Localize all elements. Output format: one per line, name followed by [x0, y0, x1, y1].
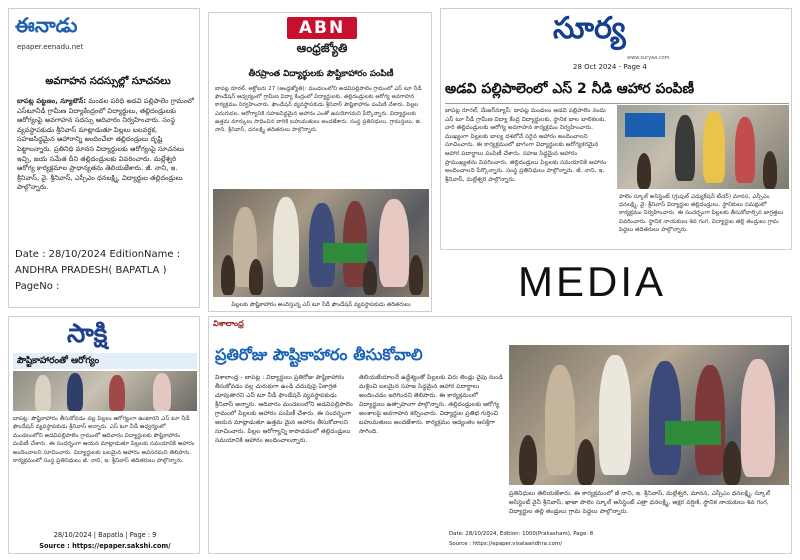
surya-site: www.suryaa.com — [627, 55, 670, 61]
sakshi-body: బాపట్ల: పౌష్టికాహారం తీసుకోవడం వల్ల పిల్లలు ఆరోగ్యంగా ఉంటారని ఎస్ టూ నీడీ ఫౌండేషన్ వ్యవస్థాపకుడు శ్రీనివాస్ అన్నారు. ఎస్ టూ నీడీ ఆధ్వర్యంలో మండలంలోని అడవిపల్లిపాలెం గ్రామంలో ఆదివారం విద్యార్థులకు పౌష్టికాహారం పంపిణీ చేశారు. ఈ సందర్భంగా ఆయన మాట్లాడుతూ పిల్లలకు సమయానికి ఆహారం అందించాలని సూచించారు. విద్యార్థులకు బలమైన ఆహారం అవసరమని తెలిపారు. కార్యక్రమంలో సంస్థ ప్రతినిధులు జీ. నాని, ఇ. శ్రీనివాస్ తదితరులు పాల్గొన్నారు. — [13, 416, 195, 465]
visalaandhra-logo: విశాలాంధ్ర — [213, 319, 244, 328]
eenadu-headline: అవగాహన సదస్సుల్లో సూచనలు — [45, 76, 171, 87]
sakshi-logo: సాక్షి — [67, 319, 108, 349]
surya-body-right: పాలెం స్కూల్ అసిస్టెంట్ (గ్రుపుల్ ఎడ్యుకేషన్ టీచర్) మానస, ఎస్సీఎం ధనలక్ష్మి, వై. శ్రీనివాస్ విద్యార్థుల తల్లిదండ్రులు, స్థానికులు సమక్షంలో కార్యక్రమం నిర్వహించారు. ఈ సందర్భంగా పిల్లలకు తీసుకోవాల్సిన జాగ్రత్తలు వివరించారు. స్థానిక నాయకులు శివ గంగ, విద్యార్థుల తల్లి తండ్రులు గ్రామ పెద్దలు తదితరులు పాల్గొన్నారు. — [619, 194, 784, 233]
sakshi-footer-source: Source : https://epaper.sakshi.com/ — [39, 542, 171, 550]
visalaandhra-footer-source: Source : https://epaper.visalaandhra.com/ — [449, 541, 563, 547]
eenadu-logo: ఈనాడు — [15, 13, 78, 37]
visalaandhra-col1: విశాలాంధ్ర - బాపట్ల : విద్యార్థులు ప్రతిరోజు పౌష్టికాహారం తీసుకోవడం వల్ల చురుకుగా ఉండి చదువుపై ఏకాగ్రత చూపుతారని ఎస్ టూ నీడీ ఫౌండేషన్ వ్యవస్థాపకుడు శ్రీనివాస్ అన్నారు. ఆదివారం మండలంలోని అడవిపల్లిపాలెం గ్రామంలో పిల్లలకు ఆహారం పంపిణీ చేశారు. ఈ సందర్భంగా ఆయన మాట్లాడుతూ ఉత్తమ మైన ఆహారం తీసుకోవాలని సూచించారు. పిల్లల ఆరోగ్యాన్ని కాపాడడంలో తల్లిదండ్రులు సమయానికి ఆహారం అందించాలన్నారు. — [215, 374, 353, 444]
abn-logo-bottom: ఆంధ్రజ్యోతి — [296, 41, 348, 55]
surya-logo: సూర్య — [553, 11, 626, 46]
surya-date: 28 Oct 2024 - Page 4 — [573, 63, 647, 71]
eenadu-site: epaper.eenadu.net — [17, 43, 84, 51]
visalaandhra-headline: ప్రతిరోజు పౌష్టికాహారం తీసుకోవాలి — [215, 345, 423, 364]
abn-logo-top: ABN — [287, 17, 357, 39]
eenadu-dateline: బాపట్ల పట్టణం, న్యూటౌన్: — [17, 97, 87, 105]
abn-logo — [287, 17, 357, 61]
eenadu-body — [17, 97, 195, 229]
visalaandhra-footer-date: Date: 28/10/2024, Edition: 1000(Prakasham), Page: 8 — [449, 531, 594, 537]
surya-body-left: బాపట్ల రూరల్, మేజర్‌న్యూస్: బాపట్ల మండలం అడవి పల్లిపాలెం నందు ఎస్ టూ నీడీ గ్రామీణ విద్యా కేంద్ర విద్యార్థులకు, స్థానిక బాల బాలికలకు, వారి తల్లిదండ్రులకు ఆరోగ్య అవగాహన కార్యక్రమం నిర్వహించారు. ముఖ్యంగా పిల్లలకు బాల్య దశలోనే సరైన ఆహారం అందించాలని సూచించారు. ఈ కార్యక్రమంలో భాగంగా విద్యార్థులకు ఆరోగ్యకరమైన ఆహార పదార్థాలు పంపిణీ చేశారు. సహజ సిద్ధమైన ఆహారం ప్రాముఖ్యతను వివరించారు. తల్లిదండ్రులు పిల్లలకు సమయానికి ఆహారం అందించాలని పేర్కొన్నారు. సంస్థ ప్రతినిధులు పాల్గొన్నారు. జీ. నాని, ఇ. శ్రీనివాస్, మల్లేశ్వరి పాల్గొన్నారు. — [445, 108, 607, 183]
abn-photo — [213, 189, 429, 297]
abn-body: బాపట్ల రూరల్, అక్టోబరు 27 (ఆంధ్రజ్యోతి): మండలంలోని అడవిపల్లిపాలెం గ్రామంలో ఎస్ టూ నీడీ ఫౌండేషన్ ఆధ్వర్యంలో గ్రామీణ విద్యా కేంద్రంలో విద్యార్థులకు, తల్లిదండ్రులకు ఆరోగ్య అవగాహన కార్యక్రమం నిర్వహించారు. ఫౌండేషన్ వ్యవస్థాపకుడు శ్రీనివాస్ పౌష్టికాహారం పంపిణీ చేశారు. పిల్లల ఎదుగుదల, ఆరోగ్యానికి సహజసిద్ధమైన ఆహారం ఎంతో ఉపయోగమని పేర్కొన్నారు. విద్యార్థులకు ఉత్తమ మార్కులు సాధించిన వారికి బహుమతులు అందజేశారు. సంస్థ ప్రతినిధులు, గ్రామస్తులు, జి. నాని, శ్రీనివాస్, ధనలక్ష్మి తదితరులు పాల్గొన్నారు. — [215, 86, 422, 134]
eenadu-edition-line: ANDHRA PRADESH( BAPATLA ) — [15, 265, 167, 276]
abn-photo-caption: పిల్లలకు పౌష్టికాహారం అందిస్తున్న ఎస్ టూ నీడీ ఫౌండేషన్ వ్యవస్థాపకుడు తదితరులు — [231, 302, 411, 308]
sakshi-footer-date: 28/10/2024 | Bapatla | Page : 9 — [53, 531, 157, 539]
eenadu-clipping — [8, 8, 200, 308]
sakshi-photo — [13, 371, 197, 411]
visalaandhra-col3: ప్రతినిధులు తెలియజేశారు. ఈ కార్యక్రమంలో జీ నాని, ఇ. శ్రీనివాస్, మల్లేశ్వరి, మానస, ఎస్సీఎం ధనలక్ష్మి, స్కూల్ అసిస్టెంట్ వైనీ శ్రీనివాస్, ఖాజా పాలెం స్కూల్ అసిస్టెంట్ ఎత్రా ధనలక్ష్మి, అక్షర వర్షిణి, స్థానిక నాయకులు శివ గంగ, విద్యార్థుల తల్లి తండ్రులు గ్రామ పెద్దలు పాల్గొన్నారు. — [509, 490, 771, 515]
media-label: MEDIA — [518, 258, 667, 305]
eenadu-date-line: Date : 28/10/2024 EditionName : — [15, 249, 181, 260]
surya-photo — [617, 105, 789, 189]
visalaandhra-photo — [509, 345, 789, 485]
surya-headline: అడవి పల్లిపాలెంలో ఎస్ 2 నీడి ఆహార పంపిణీ — [445, 81, 695, 97]
sakshi-headline: పౌష్టికాహారంతో ఆరోగ్యం — [13, 353, 197, 369]
abn-headline: తీరప్రాంత విద్యార్థులకు పౌష్టికాహారం పంపిణీ — [248, 69, 394, 79]
visalaandhra-clipping — [208, 316, 792, 554]
abn-clipping — [208, 12, 432, 312]
sakshi-clipping — [8, 316, 200, 554]
eenadu-body-text: మండల పరిధి అడవి పల్లిపాలెం గ్రామంలో ఎస్‌టూనీడీ గ్రామీణ విద్యాకేంద్రంలో విద్యార్థులు, తల్లిదండ్రులకు ఆరోగ్యంపై అవగాహన సదస్సు ఆదివారం నిర్వహించారు. సంస్థ వ్యవస్థాపకుడు శ్రీనివాస్ మాట్లాడుతూ పిల్లలు బలవర్ధక, సహజసిద్ధమైన ఆహారాన్ని అందించేలా తల్లిదండ్రులు దృష్టి పెట్టాలన్నారు. ప్రతినిధి మానస విద్యార్థులకు ఆరోగ్యంపై సూచనలు ఇచ్చి, జయ సమేత దీని తల్లిదండ్రులకు వివరించారు. మల్లేశ్వరి ఆరోగ్య కార్యక్రమాల ప్రాధాన్యతను తెలియజేశారు. జీ. నాని, ఇ. శ్రీనివాస్, వై. శ్రీనివాస్, ఎస్సీఎం ధనలక్ష్మి, విద్యార్థుల తల్లిదండ్రులు పాల్గొన్నారు. — [17, 97, 195, 192]
eenadu-page-line: PageNo : — [15, 281, 60, 292]
visalaandhra-col2: తెలియజేయాలనే ఉద్దేశ్యంతో పిల్లలకు చిరు తిండ్లు వైపు నుండి మళ్లించి బలమైన సహజ సిద్ధమైన ఆహార పదార్థాలు అందించడం జరిగిందని తెలిపారు. ఈ కార్యక్రమంలో విద్యార్థులు ఉత్సాహంగా పాల్గొన్నారు. తల్లిదండ్రులకు ఆరోగ్య అంశాలపై అవగాహన కల్పించారు. విద్యార్థుల ప్రతిభ గుర్తించి బహుమతులు అందజేశారు. కార్యక్రమం ఆద్యంతం ఆసక్తిగా సాగింది. — [359, 374, 503, 435]
surya-clipping — [440, 8, 792, 250]
